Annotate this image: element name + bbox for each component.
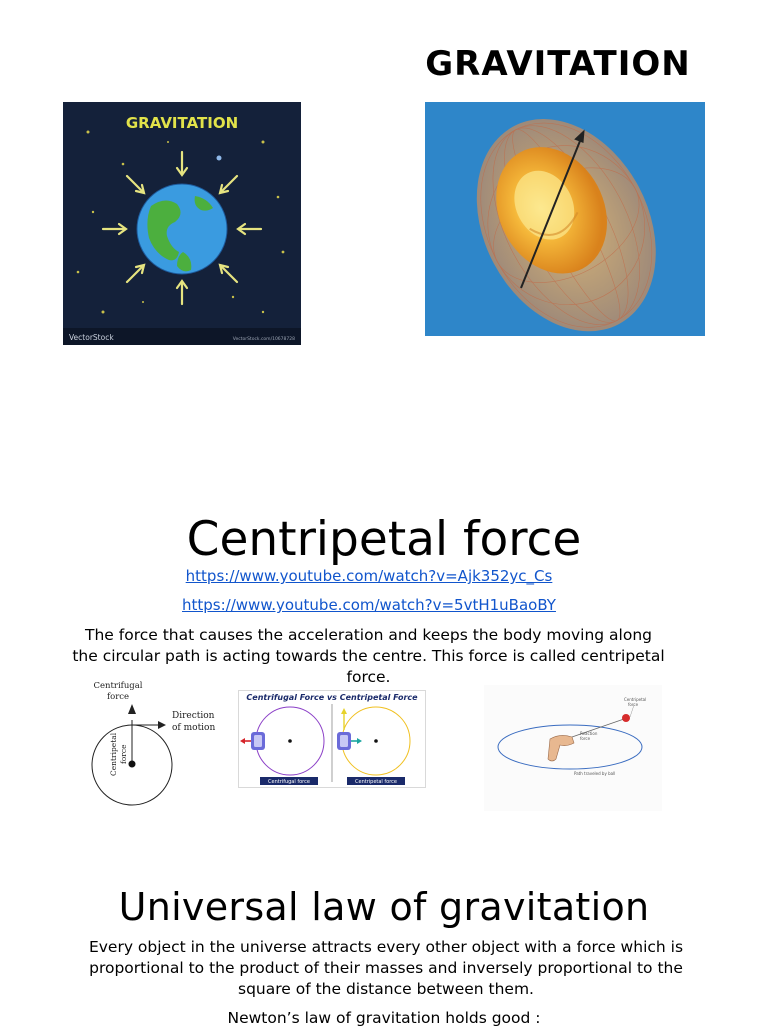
- label-orbit-centripetal: Centripetal: [624, 697, 647, 702]
- centripetal-force-caption: Centripetal force: [355, 779, 397, 785]
- label-reaction-force: force: [580, 736, 591, 741]
- newton-law-note: Newton’s law of gravitation holds good :: [227, 1009, 541, 1027]
- label-orbit-centripetal-force: force: [628, 702, 639, 707]
- ball-orbit-diagram: [484, 685, 662, 811]
- centripetal-force-heading: Centripetal force: [186, 512, 582, 567]
- label-path: Path traveled by ball: [574, 771, 616, 776]
- poster-caption: GRAVITATION: [125, 114, 239, 132]
- label-centripetal: Centripetal: [109, 732, 118, 776]
- label-centrifugal-force: force: [106, 692, 130, 702]
- label-direction: Direction: [172, 711, 215, 721]
- youtube-link-1[interactable]: https://www.youtube.com/watch?v=Ajk352yc_Cs: [185, 567, 553, 585]
- comparison-title: Centrifugal Force vs Centripetal Force: [246, 693, 418, 702]
- gravitational-field-image: [425, 102, 705, 336]
- centripetal-force-description: The force that causes the acceleration and keeps the body moving along the circular path is acting towards the centre. This force is called centripetal force.: [72, 626, 665, 686]
- label-centrifugal: Centrifugal: [93, 681, 143, 691]
- universal-law-heading: Universal law of gravitation: [118, 885, 650, 929]
- centrifugal-vs-centripetal-diagram: [238, 690, 426, 788]
- label-reaction: Reaction: [580, 731, 598, 736]
- centrifugal-force-caption: Centrifugal force: [268, 779, 310, 785]
- label-of-motion: of motion: [172, 723, 216, 733]
- poster-watermark: VectorStock: [69, 333, 114, 342]
- youtube-link-2[interactable]: https://www.youtube.com/watch?v=5vtH1uBaoBY: [182, 596, 556, 614]
- gravitation-poster-image: [63, 102, 301, 345]
- universal-law-description: Every object in the universe attracts every other object with a force which is proportional to the product of their masses and inversely proportional to the square of the distance between them.: [88, 938, 684, 998]
- label-centripetal-force: force: [119, 744, 128, 764]
- poster-watermark-url: VectorStock.com/10678728: [232, 337, 295, 342]
- page-title: GRAVITATION: [425, 44, 691, 84]
- circle-motion-diagram: [88, 678, 230, 806]
